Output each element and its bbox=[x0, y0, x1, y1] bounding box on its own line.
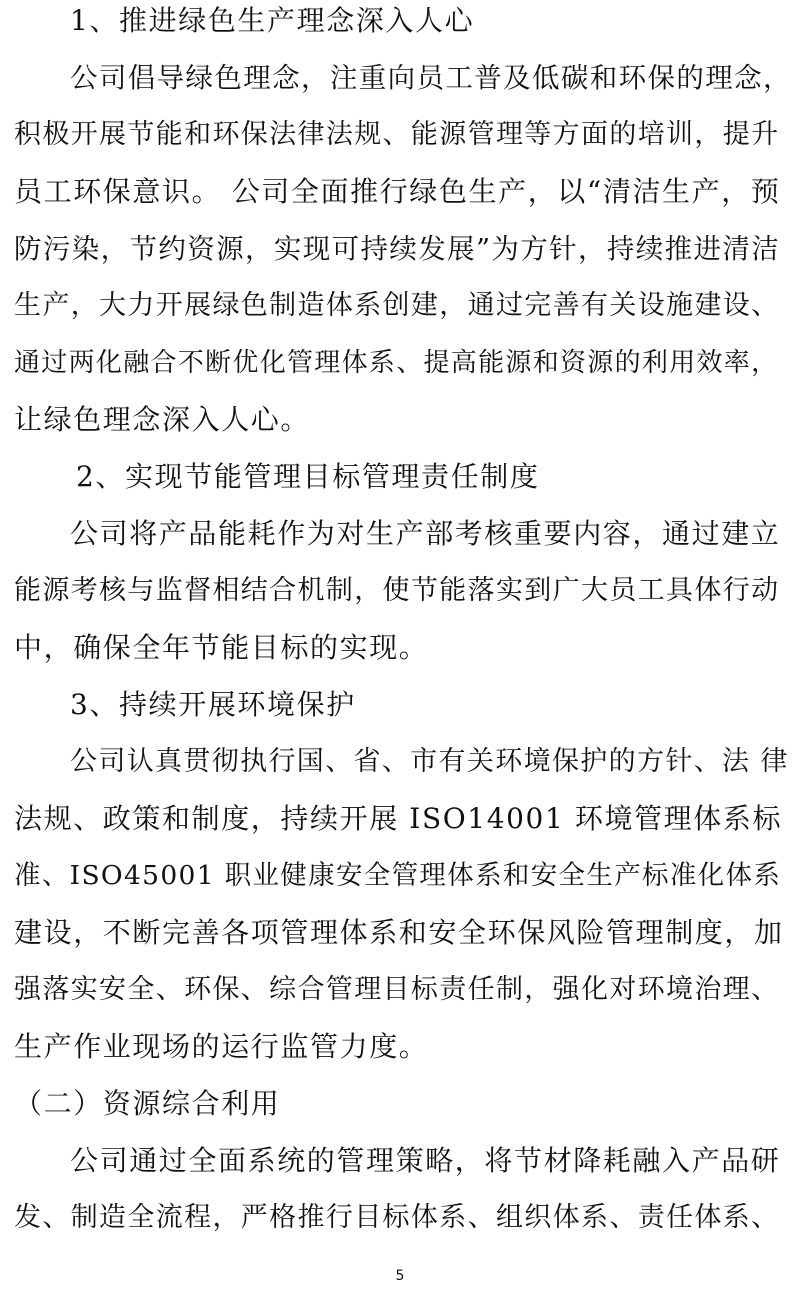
page-number: 5 bbox=[395, 1268, 405, 1284]
heading-environment-protection: 3、持续开展环境保护 bbox=[70, 688, 356, 721]
paragraph-line: 公司通过全面系统的管理策略，将节材降耗融入产品研 bbox=[70, 1144, 781, 1177]
paragraph-line: 法规、政策和制度，持续开展 ISO14001 环境管理体系标 bbox=[14, 802, 783, 835]
paragraph-line: 生产，大力开展绿色制造体系创建，通过完善有关设施建设、 bbox=[14, 290, 780, 321]
paragraph-line: 积极开展节能和环保法律法规、能源管理等方面的培训，提升 bbox=[14, 119, 780, 150]
section-heading-resource-utilization: （二）资源综合利用 bbox=[14, 1087, 281, 1120]
paragraph-line: 建设，不断完善各项管理体系和安全环保风险管理制度，加 bbox=[14, 916, 784, 949]
paragraph-line: 公司认真贯彻执行国、省、市有关环境保护的方针、法 律 bbox=[70, 746, 789, 777]
paragraph-line: 生产作业现场的运行监管力度。 bbox=[14, 1030, 429, 1063]
paragraph-line: 通过两化融合不断优化管理体系、提高能源和资源的利用效率， bbox=[14, 348, 779, 378]
paragraph-line: 让绿色理念深入人心。 bbox=[14, 403, 311, 436]
paragraph-line: 准、ISO45001 职业健康安全管理体系和安全生产标准化体系 bbox=[14, 860, 782, 891]
paragraph-line: 防污染，节约资源，实现可持续发展”为方针，持续推进清洁 bbox=[14, 233, 781, 265]
paragraph-line: 公司将产品能耗作为对生产部考核重要内容，通过建立 bbox=[70, 517, 781, 550]
heading-green-production: 1、推进绿色生产理念深入人心 bbox=[70, 4, 475, 37]
paragraph-line: 员工环保意识。 公司全面推行绿色生产，以“清洁生产，预 bbox=[14, 175, 781, 208]
paragraph-line: 中，确保全年节能目标的实现。 bbox=[14, 631, 429, 664]
paragraph-line: 能源考核与监督相结合机制，使节能落实到广大员工具体行动 bbox=[14, 575, 780, 606]
heading-energy-management: 2、实现节能管理目标管理责任制度 bbox=[76, 460, 540, 493]
paragraph-line: 发、制造全流程，严格推行目标体系、组织体系、责任体系、 bbox=[14, 1202, 780, 1233]
paragraph-line: 强落实安全、环保、综合管理目标责任制，强化对环境治理、 bbox=[14, 974, 780, 1005]
paragraph-line: 公司倡导绿色理念，注重向员工普及低碳和环保的理念， bbox=[70, 62, 792, 94]
